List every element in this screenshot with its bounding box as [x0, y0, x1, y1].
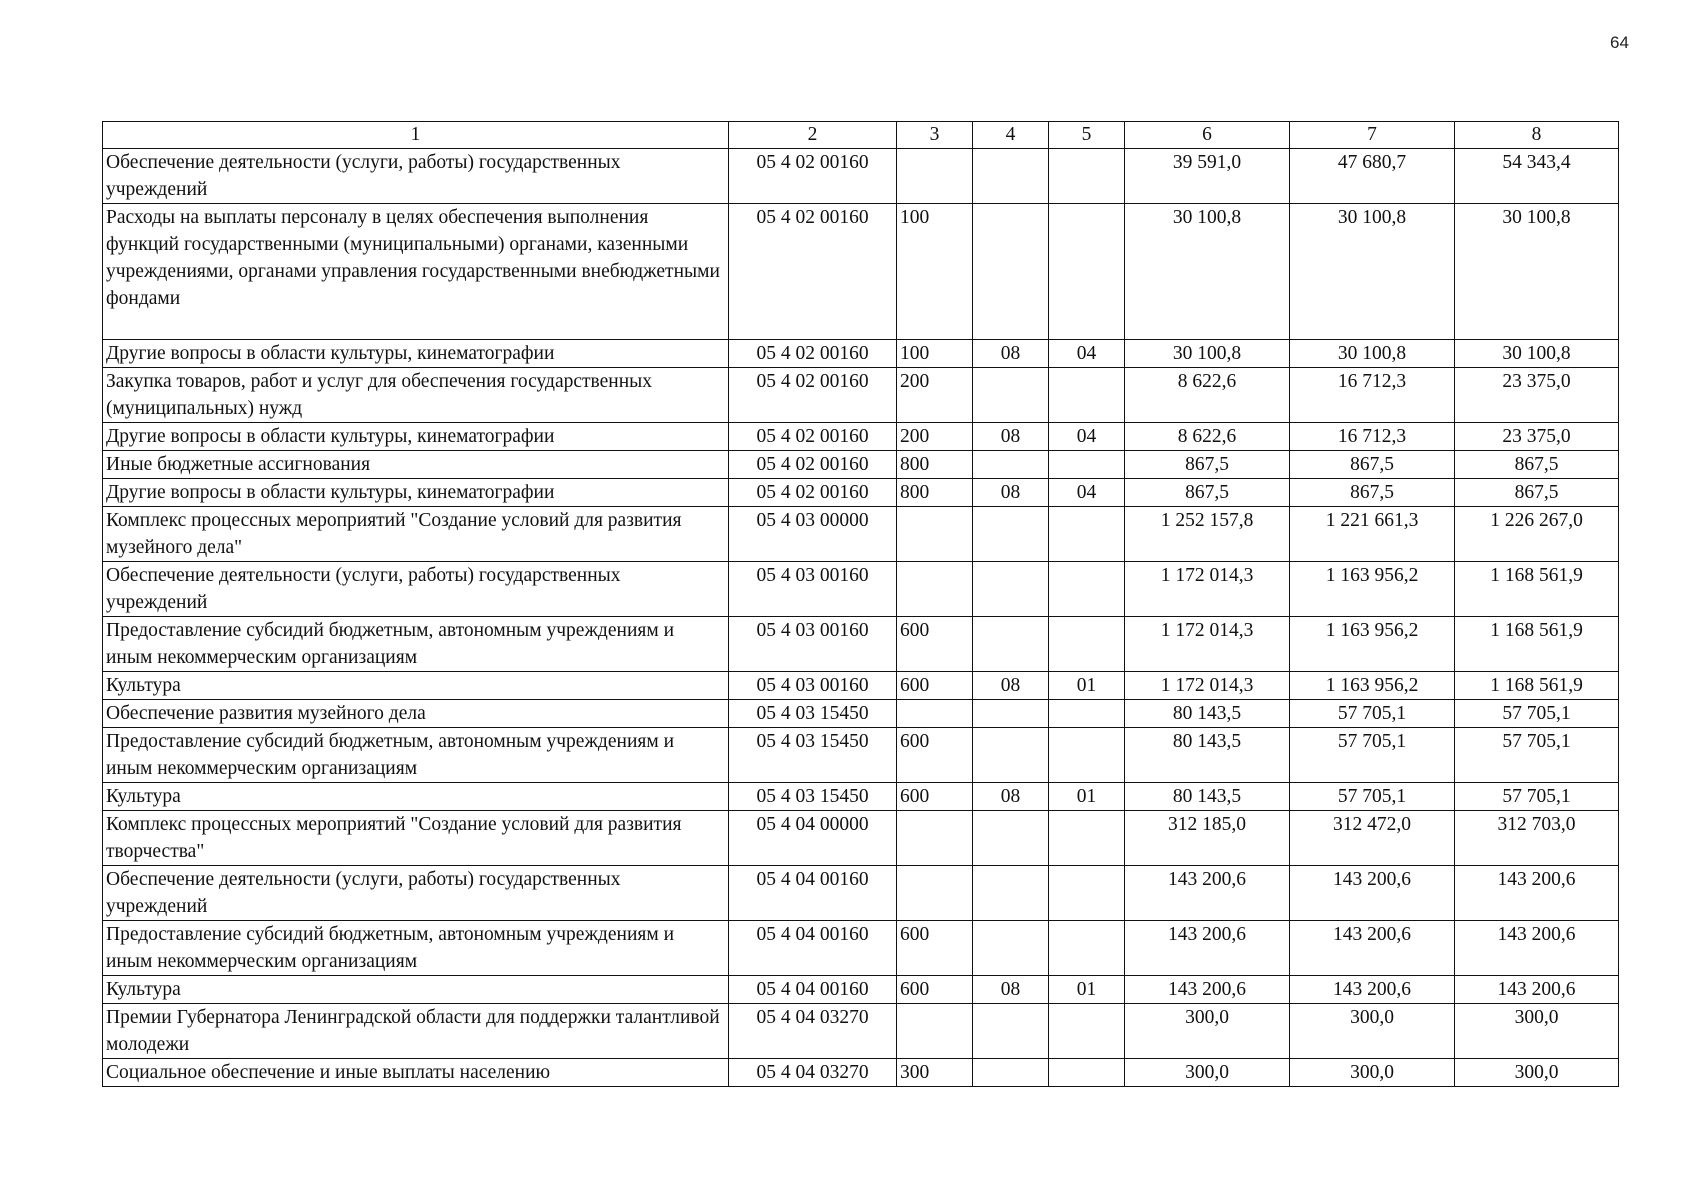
- column-header: 5: [1049, 122, 1125, 149]
- row-pr-cell: 04: [1049, 340, 1125, 368]
- column-header: 1: [103, 122, 729, 149]
- row-name-cell: Предоставление субсидий бюджетным, автономным учреждениям и иным некоммерческим организациям: [103, 728, 729, 783]
- row-value-8-cell: 867,5: [1455, 479, 1619, 507]
- row-pr-cell: [1049, 921, 1125, 976]
- column-header: 2: [729, 122, 897, 149]
- table-row: [103, 976, 1619, 1004]
- row-code-cell: 05 4 02 00160: [729, 423, 897, 451]
- row-value-7-cell: 47 680,7: [1290, 149, 1455, 204]
- row-value-8-cell: 30 100,8: [1455, 340, 1619, 368]
- row-value-8-cell: 57 705,1: [1455, 700, 1619, 728]
- row-value-6-cell: 1 172 014,3: [1125, 672, 1290, 700]
- row-value-6-cell: 143 200,6: [1125, 976, 1290, 1004]
- row-value-7-cell: 312 472,0: [1290, 811, 1455, 866]
- row-vr-cell: 600: [897, 728, 973, 783]
- row-vr-cell: [897, 700, 973, 728]
- row-value-8-cell: 30 100,8: [1455, 204, 1619, 340]
- row-value-7-cell: 1 163 956,2: [1290, 562, 1455, 617]
- row-rz-cell: [973, 149, 1049, 204]
- row-vr-cell: 200: [897, 423, 973, 451]
- row-pr-cell: [1049, 562, 1125, 617]
- row-value-7-cell: 867,5: [1290, 451, 1455, 479]
- row-code-cell: 05 4 03 00160: [729, 617, 897, 672]
- row-code-cell: 05 4 02 00160: [729, 368, 897, 423]
- row-value-6-cell: 143 200,6: [1125, 921, 1290, 976]
- row-code-cell: 05 4 03 15450: [729, 728, 897, 783]
- row-name-cell: Комплекс процессных мероприятий "Создание условий для развития музейного дела": [103, 507, 729, 562]
- row-value-8-cell: 1 168 561,9: [1455, 617, 1619, 672]
- column-header: 8: [1455, 122, 1619, 149]
- row-value-8-cell: 1 226 267,0: [1455, 507, 1619, 562]
- row-value-7-cell: 143 200,6: [1290, 921, 1455, 976]
- table-row: [103, 149, 1619, 204]
- row-rz-cell: [973, 562, 1049, 617]
- row-name-cell: Обеспечение деятельности (услуги, работы) государственных учреждений: [103, 866, 729, 921]
- row-vr-cell: [897, 507, 973, 562]
- row-code-cell: 05 4 03 00160: [729, 672, 897, 700]
- page-number: 64: [1610, 33, 1629, 52]
- row-rz-cell: [973, 921, 1049, 976]
- row-rz-cell: [973, 700, 1049, 728]
- row-rz-cell: [973, 617, 1049, 672]
- table-row: [103, 423, 1619, 451]
- row-value-6-cell: 143 200,6: [1125, 866, 1290, 921]
- row-vr-cell: 100: [897, 340, 973, 368]
- row-code-cell: 05 4 04 03270: [729, 1004, 897, 1059]
- row-code-cell: 05 4 03 15450: [729, 783, 897, 811]
- row-value-8-cell: 57 705,1: [1455, 783, 1619, 811]
- row-value-6-cell: 39 591,0: [1125, 149, 1290, 204]
- row-rz-cell: [973, 451, 1049, 479]
- row-name-cell: Иные бюджетные ассигнования: [103, 451, 729, 479]
- row-vr-cell: 600: [897, 921, 973, 976]
- row-pr-cell: [1049, 811, 1125, 866]
- row-rz-cell: 08: [973, 479, 1049, 507]
- row-value-8-cell: 1 168 561,9: [1455, 562, 1619, 617]
- row-pr-cell: [1049, 728, 1125, 783]
- row-name-cell: Закупка товаров, работ и услуг для обеспечения государственных (муниципальных) нужд: [103, 368, 729, 423]
- row-pr-cell: [1049, 451, 1125, 479]
- row-pr-cell: 01: [1049, 672, 1125, 700]
- row-pr-cell: [1049, 368, 1125, 423]
- table-row: [103, 507, 1619, 562]
- table-row: [103, 700, 1619, 728]
- row-value-7-cell: 143 200,6: [1290, 866, 1455, 921]
- table-row: [103, 368, 1619, 423]
- row-pr-cell: [1049, 700, 1125, 728]
- row-rz-cell: 08: [973, 672, 1049, 700]
- table-row: [103, 672, 1619, 700]
- row-value-6-cell: 300,0: [1125, 1004, 1290, 1059]
- table-row: [103, 921, 1619, 976]
- row-name-cell: Предоставление субсидий бюджетным, автономным учреждениям и иным некоммерческим организациям: [103, 617, 729, 672]
- row-rz-cell: 08: [973, 423, 1049, 451]
- row-rz-cell: [973, 368, 1049, 423]
- row-value-8-cell: 54 343,4: [1455, 149, 1619, 204]
- row-value-6-cell: 30 100,8: [1125, 204, 1290, 340]
- column-header: 4: [973, 122, 1049, 149]
- budget-table: [102, 121, 1619, 1087]
- row-code-cell: 05 4 02 00160: [729, 340, 897, 368]
- row-vr-cell: [897, 1004, 973, 1059]
- row-value-8-cell: 143 200,6: [1455, 976, 1619, 1004]
- row-value-6-cell: 312 185,0: [1125, 811, 1290, 866]
- row-rz-cell: [973, 811, 1049, 866]
- table-row: [103, 340, 1619, 368]
- row-rz-cell: [973, 1004, 1049, 1059]
- row-vr-cell: 600: [897, 783, 973, 811]
- row-name-cell: Обеспечение деятельности (услуги, работы) государственных учреждений: [103, 562, 729, 617]
- table-row: [103, 562, 1619, 617]
- row-code-cell: 05 4 04 00000: [729, 811, 897, 866]
- row-vr-cell: 100: [897, 204, 973, 340]
- row-value-6-cell: 867,5: [1125, 451, 1290, 479]
- row-code-cell: 05 4 02 00160: [729, 149, 897, 204]
- row-value-6-cell: 1 252 157,8: [1125, 507, 1290, 562]
- row-value-6-cell: 8 622,6: [1125, 423, 1290, 451]
- row-value-7-cell: 300,0: [1290, 1059, 1455, 1087]
- row-rz-cell: [973, 728, 1049, 783]
- row-vr-cell: [897, 562, 973, 617]
- row-value-7-cell: 16 712,3: [1290, 368, 1455, 423]
- row-vr-cell: [897, 811, 973, 866]
- row-value-8-cell: 143 200,6: [1455, 866, 1619, 921]
- row-value-8-cell: 300,0: [1455, 1004, 1619, 1059]
- row-pr-cell: [1049, 507, 1125, 562]
- row-name-cell: Другие вопросы в области культуры, кинематографии: [103, 479, 729, 507]
- row-value-6-cell: 867,5: [1125, 479, 1290, 507]
- row-value-8-cell: 23 375,0: [1455, 368, 1619, 423]
- row-value-6-cell: 8 622,6: [1125, 368, 1290, 423]
- row-value-6-cell: 1 172 014,3: [1125, 617, 1290, 672]
- row-pr-cell: 01: [1049, 783, 1125, 811]
- row-code-cell: 05 4 02 00160: [729, 204, 897, 340]
- row-pr-cell: [1049, 866, 1125, 921]
- row-value-8-cell: 23 375,0: [1455, 423, 1619, 451]
- row-vr-cell: 300: [897, 1059, 973, 1087]
- row-value-7-cell: 300,0: [1290, 1004, 1455, 1059]
- row-value-6-cell: 80 143,5: [1125, 728, 1290, 783]
- table-row: [103, 728, 1619, 783]
- row-rz-cell: [973, 507, 1049, 562]
- row-name-cell: Обеспечение развития музейного дела: [103, 700, 729, 728]
- row-value-8-cell: 57 705,1: [1455, 728, 1619, 783]
- row-vr-cell: 800: [897, 451, 973, 479]
- row-name-cell: Культура: [103, 976, 729, 1004]
- table-row: [103, 1059, 1619, 1087]
- row-value-6-cell: 80 143,5: [1125, 700, 1290, 728]
- row-pr-cell: [1049, 204, 1125, 340]
- row-value-6-cell: 300,0: [1125, 1059, 1290, 1087]
- table-row: [103, 617, 1619, 672]
- row-code-cell: 05 4 04 03270: [729, 1059, 897, 1087]
- row-value-8-cell: 867,5: [1455, 451, 1619, 479]
- row-value-7-cell: 30 100,8: [1290, 340, 1455, 368]
- row-value-7-cell: 16 712,3: [1290, 423, 1455, 451]
- row-code-cell: 05 4 04 00160: [729, 921, 897, 976]
- row-pr-cell: [1049, 149, 1125, 204]
- row-value-8-cell: 300,0: [1455, 1059, 1619, 1087]
- column-header: 7: [1290, 122, 1455, 149]
- row-value-7-cell: 1 221 661,3: [1290, 507, 1455, 562]
- row-rz-cell: 08: [973, 340, 1049, 368]
- row-code-cell: 05 4 02 00160: [729, 451, 897, 479]
- row-name-cell: Культура: [103, 783, 729, 811]
- row-name-cell: Другие вопросы в области культуры, кинематографии: [103, 423, 729, 451]
- row-value-8-cell: 312 703,0: [1455, 811, 1619, 866]
- row-name-cell: Комплекс процессных мероприятий "Создание условий для развития творчества": [103, 811, 729, 866]
- row-name-cell: Социальное обеспечение и иные выплаты населению: [103, 1059, 729, 1087]
- row-pr-cell: [1049, 617, 1125, 672]
- table-row: [103, 811, 1619, 866]
- row-pr-cell: 04: [1049, 479, 1125, 507]
- row-vr-cell: 600: [897, 672, 973, 700]
- row-code-cell: 05 4 03 00000: [729, 507, 897, 562]
- row-name-cell: Культура: [103, 672, 729, 700]
- row-code-cell: 05 4 03 15450: [729, 700, 897, 728]
- row-name-cell: Расходы на выплаты персоналу в целях обеспечения выполнения функций государственными (муниципальными) органами, казенными учреждениями, органами управления государственными внебюджетными фондами: [103, 204, 729, 340]
- row-value-7-cell: 57 705,1: [1290, 700, 1455, 728]
- row-value-8-cell: 143 200,6: [1455, 921, 1619, 976]
- row-name-cell: Премии Губернатора Ленинградской области для поддержки талантливой молодежи: [103, 1004, 729, 1059]
- table-row: [103, 204, 1619, 340]
- row-code-cell: 05 4 02 00160: [729, 479, 897, 507]
- row-rz-cell: 08: [973, 783, 1049, 811]
- row-pr-cell: 01: [1049, 976, 1125, 1004]
- row-value-6-cell: 1 172 014,3: [1125, 562, 1290, 617]
- column-header: 3: [897, 122, 973, 149]
- row-code-cell: 05 4 04 00160: [729, 866, 897, 921]
- table-row: [103, 451, 1619, 479]
- row-value-6-cell: 30 100,8: [1125, 340, 1290, 368]
- row-vr-cell: [897, 149, 973, 204]
- table-row: [103, 866, 1619, 921]
- row-rz-cell: [973, 866, 1049, 921]
- row-vr-cell: [897, 866, 973, 921]
- row-vr-cell: 600: [897, 617, 973, 672]
- row-value-7-cell: 57 705,1: [1290, 728, 1455, 783]
- row-value-6-cell: 80 143,5: [1125, 783, 1290, 811]
- row-value-7-cell: 57 705,1: [1290, 783, 1455, 811]
- header-row: [103, 122, 1619, 149]
- row-value-7-cell: 1 163 956,2: [1290, 672, 1455, 700]
- row-vr-cell: 200: [897, 368, 973, 423]
- row-value-8-cell: 1 168 561,9: [1455, 672, 1619, 700]
- row-value-7-cell: 143 200,6: [1290, 976, 1455, 1004]
- row-vr-cell: 600: [897, 976, 973, 1004]
- row-value-7-cell: 867,5: [1290, 479, 1455, 507]
- row-pr-cell: [1049, 1059, 1125, 1087]
- row-code-cell: 05 4 04 00160: [729, 976, 897, 1004]
- row-name-cell: Предоставление субсидий бюджетным, автономным учреждениям и иным некоммерческим организациям: [103, 921, 729, 976]
- row-pr-cell: 04: [1049, 423, 1125, 451]
- row-name-cell: Обеспечение деятельности (услуги, работы) государственных учреждений: [103, 149, 729, 204]
- table-row: [103, 1004, 1619, 1059]
- column-header: 6: [1125, 122, 1290, 149]
- row-rz-cell: [973, 204, 1049, 340]
- row-value-7-cell: 30 100,8: [1290, 204, 1455, 340]
- table-row: [103, 783, 1619, 811]
- row-pr-cell: [1049, 1004, 1125, 1059]
- row-rz-cell: 08: [973, 976, 1049, 1004]
- table-row: [103, 479, 1619, 507]
- row-rz-cell: [973, 1059, 1049, 1087]
- row-value-7-cell: 1 163 956,2: [1290, 617, 1455, 672]
- table-body: [103, 149, 1619, 1087]
- row-vr-cell: 800: [897, 479, 973, 507]
- row-code-cell: 05 4 03 00160: [729, 562, 897, 617]
- row-name-cell: Другие вопросы в области культуры, кинематографии: [103, 340, 729, 368]
